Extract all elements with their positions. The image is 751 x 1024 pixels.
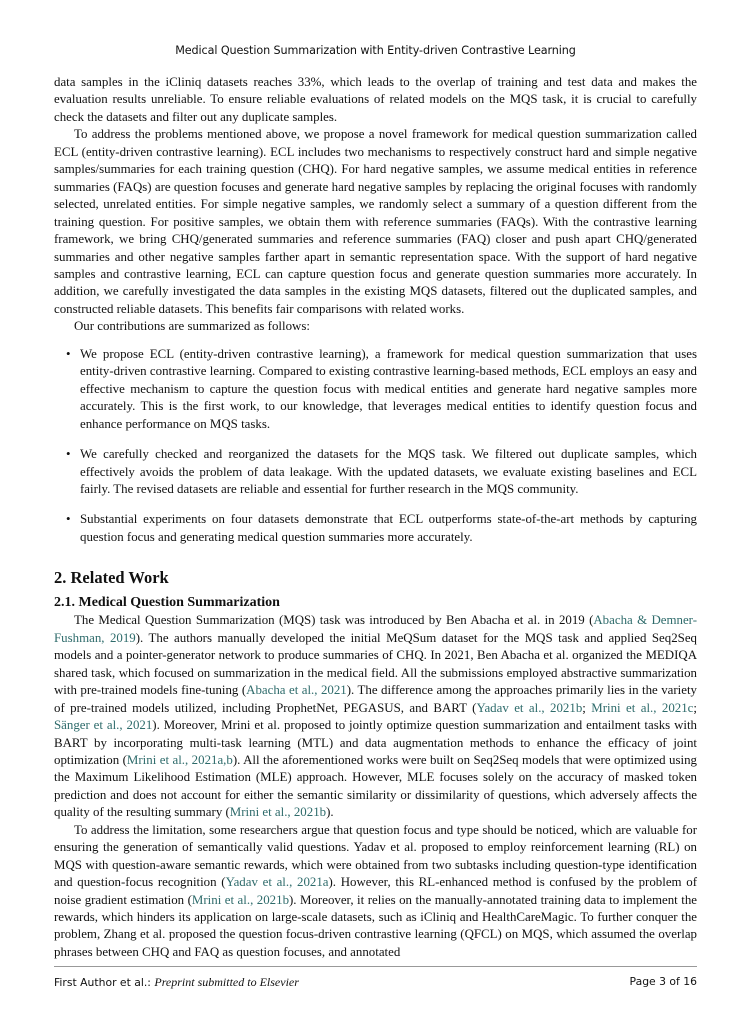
text-run: ). However, this RL-enhanced method is confused by the problem of noise gradient estimation ( bbox=[54, 875, 697, 907]
text-run: To address the limitation, some researchers argue that question focus and type should be noticed, which are valuable for ensuring the generation of semantically valid questions. Yadav et al. proposed to employ reinforcement learning (RL) on MQS with question-aware semantic rewards, which were obtained from two subtasks including question-type identification and question-focus recognition ( bbox=[54, 822, 697, 890]
contribution-item: • We carefully checked and reorganized the datasets for the MQS task. We filtered out duplicate samples, which effectively avoids the problem of data leakage. With the updated datasets, we evaluate existing baselines and ECL fairly. The revised datasets are reliable and essential for further research in the MQS community. bbox=[80, 446, 697, 498]
citation-link[interactable]: Mrini et al., 2021c bbox=[591, 700, 694, 715]
footer-left bbox=[54, 975, 299, 990]
text-run: ). The difference among the approaches primarily lies in the variety of pre-trained models utilized, including ProphetNet, PEGASUS, and BART ( bbox=[54, 683, 697, 715]
footer-divider bbox=[54, 966, 697, 967]
citation-link[interactable]: Yadav et al., 2021a bbox=[225, 875, 329, 890]
paragraph bbox=[54, 74, 697, 126]
text-run: ). Moreover, it relies on the manually-annotated training data to implement the rewards, which hinders its application on large-scale datasets, such as iCliniq and HealthCareMagic. To further conquer the problem, Zhang et al. proposed the question focus-driven contrastive learning (QFCL) on MQS, which assumed the overlap phrases between CHQ and FAQ as question focuses, and annotated bbox=[54, 892, 697, 959]
section-heading: 2. Related Work bbox=[54, 568, 169, 588]
text-run: ). The authors manually developed the initial MeQSum dataset for the MQS task and applied Seq2Seq models and a pointer-generator network to produce summaries of CHQ. In 2021, Ben Abacha et al. organized the MEDIQA shared task, which focused on summarization in the medical field. All the submissions employed abstractive summarization with pre-trained models fine-tuning ( bbox=[54, 630, 697, 698]
subsection-heading: 2.1. Medical Question Summarization bbox=[54, 595, 280, 611]
citation-link[interactable]: Mrini et al., 2021b bbox=[191, 892, 290, 907]
text-run: ). Moreover, Mrini et al. proposed to jointly optimize question summarization and entailment tasks with BART by incorporating multi-task learning (MTL) and data augmentation methods to enhance the efficacy of joint optimization ( bbox=[54, 718, 698, 767]
contribution-item: • We propose ECL (entity-driven contrastive learning), a framework for medical question summarization that uses entity-driven contrastive learning. Compared to existing contrastive learning-based methods, ECL employs an easy and effective mechanism to capture the question focus with medical entities and generate hard negative samples more accurately. This is the first work, to our knowledge, that leverages medical entities to identify question focus and enhance performance on MQS tasks. bbox=[80, 346, 697, 433]
page-body bbox=[54, 74, 697, 961]
contributions-list bbox=[54, 346, 697, 547]
page-number: Page 3 of 16 bbox=[629, 975, 697, 988]
text-run: ; bbox=[582, 700, 592, 715]
footer-author: First Author et al.: bbox=[54, 976, 151, 989]
text-run: data samples in the iCliniq datasets reaches 33%, which leads to the overlap of training and test data and makes the evaluation results unreliable. To ensure reliable evaluations of related models on the MQS task, it is crucial to carefully check the datasets and filter out any duplicate samples. bbox=[54, 75, 697, 124]
footer-venue: Preprint submitted to Elsevier bbox=[154, 975, 299, 989]
text-run: To address the problems mentioned above, we propose a novel framework for medical question summarization called ECL (entity-driven contrastive learning). ECL includes two mechanisms to respectively construct hard and simple negative samples/summaries for each training question (CHQ). For hard negative samples, we assume medical entities in reference summaries (FAQs) are question focuses and generate hard negative samples by replacing the original focuses with randomly selected, unrelated entities. For simple negative samples, we randomly select a summary of a question different from the training question. For positive samples, we obtain them with reference summaries (FAQs). With the contrastive learning framework, we bring CHQ/generated summaries and reference summaries (FAQ) closer and push apart CHQ/generated summaries and other negative samples farther apart in semantic representation space. With the support of hard negative samples and contrastive learning, ECL can capture question focus and generate question summaries more accurately. In addition, we carefully investigated the data samples in the existing MQS datasets, filtered out the duplicated samples, and constructed reliable datasets. This benefits fair comparisons with related works. bbox=[54, 127, 697, 316]
text-run: The Medical Question Summarization (MQS) task was introduced by Ben Abacha et al. in 2019 ( bbox=[74, 613, 594, 628]
citation-link[interactable]: Mrini et al., 2021b bbox=[229, 805, 327, 820]
text-run: Our contributions are summarized as follows: bbox=[74, 319, 310, 334]
paragraph bbox=[54, 822, 697, 962]
contribution-item: • Substantial experiments on four datasets demonstrate that ECL outperforms state-of-the-art methods by capturing question focus and generating medical question summaries more accurately. bbox=[80, 511, 697, 546]
citation-link[interactable]: Mrini et al., 2021a,b bbox=[126, 752, 233, 767]
citation-link[interactable]: Abacha et al., 2021 bbox=[246, 683, 347, 698]
text-run: ). All the aforementioned works were built on Seq2Seq models that were optimized using the Maximum Likelihood Estimation (MLE) approach. However, MLE focuses solely on the accuracy of masked token prediction and does not account for either the semantic similarity or dissimilarity of questions, which adversely affects the quality of the resulting summary ( bbox=[54, 752, 697, 820]
citation-link[interactable]: Sänger et al., 2021 bbox=[54, 718, 153, 733]
page-footer bbox=[54, 975, 697, 990]
text-run: ). bbox=[326, 805, 334, 820]
running-header: Medical Question Summarization with Entity-driven Contrastive Learning bbox=[175, 44, 576, 57]
paragraph bbox=[54, 318, 697, 335]
citation-link[interactable]: Abacha & Demner-Fushman, 2019 bbox=[54, 613, 697, 645]
paragraph bbox=[54, 126, 697, 318]
citation-link[interactable]: Yadav et al., 2021b bbox=[476, 700, 583, 715]
text-run: ; bbox=[693, 700, 697, 715]
paragraph bbox=[54, 612, 697, 821]
